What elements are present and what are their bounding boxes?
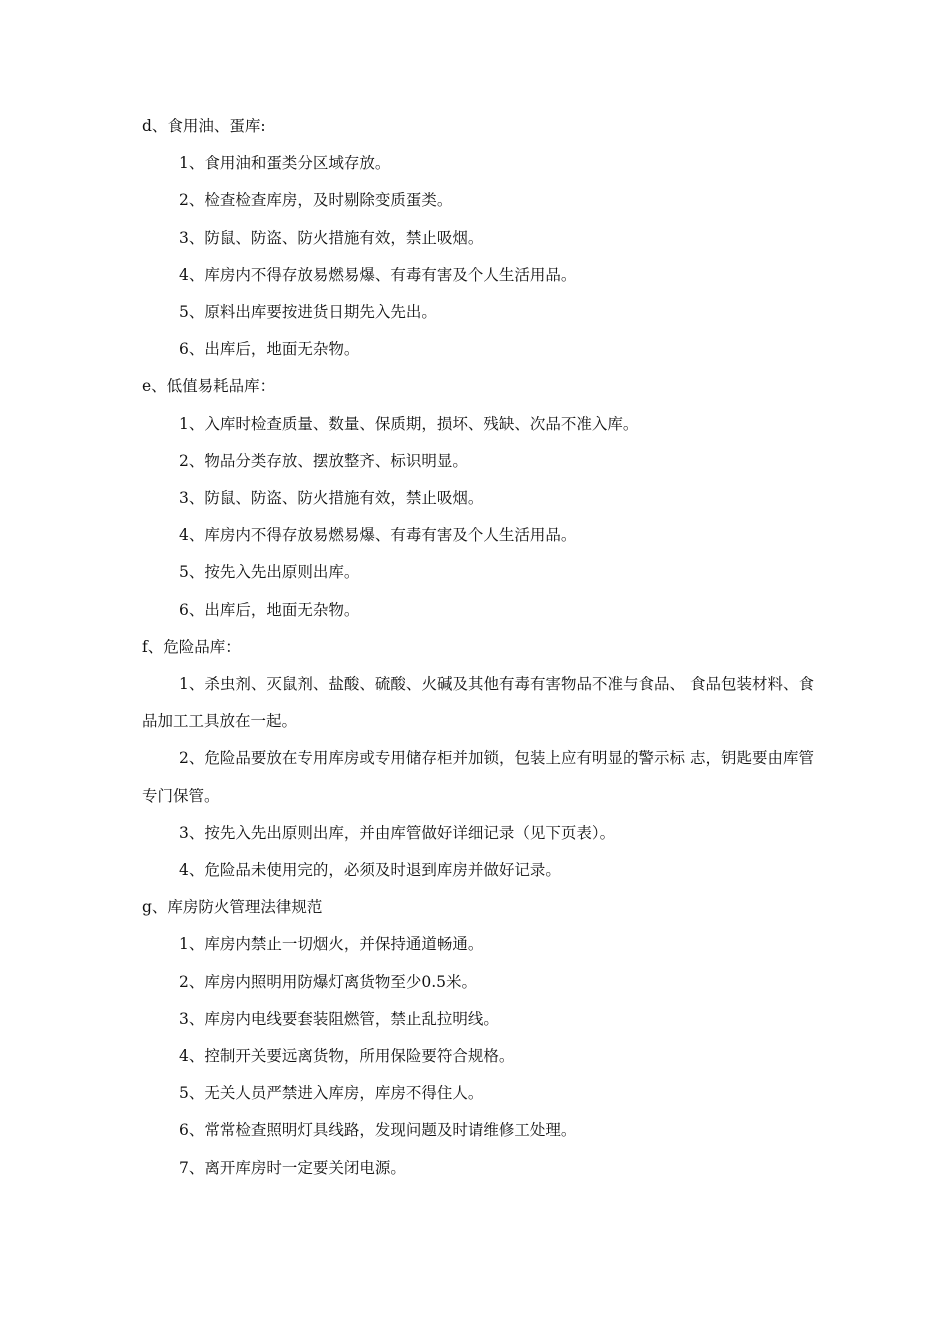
list-item: 1、入库时检查质量、数量、保质期，损坏、残缺、次品不准入库。 <box>179 414 639 433</box>
section-heading-d: d、食用油、蛋库: <box>142 117 266 135</box>
section-heading-e: e、低值易耗品库： <box>142 377 276 396</box>
list-item: 2、物品分类存放、摆放整齐、标识明显。 <box>179 451 468 470</box>
list-item: 5、按先入先出原则出库。 <box>179 563 360 582</box>
list-item: 3、防鼠、防盗、防火措施有效，禁止吸烟。 <box>179 489 484 508</box>
list-item: 2、危险品要放在专用库房或专用储存柜并加锁，包装上应有明显的警示标 志，钥匙要由库管专门保管。 <box>142 749 814 805</box>
list-item: 1、杀虫剂、灭鼠剂、盐酸、硫酸、火碱及其他有毒有害物品不准与食品、 食品包装材料、食品加工工具放在一起。 <box>142 675 814 731</box>
list-item: 4、危险品未使用完的，必须及时退到库房并做好记录。 <box>179 861 561 880</box>
list-item: 3、防鼠、防盗、防火措施有效，禁止吸烟。 <box>179 228 484 247</box>
list-item: 4、控制开关要远离货物，所用保险要符合规格。 <box>179 1047 515 1066</box>
list-item: 6、出库后，地面无杂物。 <box>179 340 360 359</box>
list-item: 1、食用油和蛋类分区域存放。 <box>179 154 391 173</box>
list-item: 4、库房内不得存放易燃易爆、有毒有害及个人生活用品。 <box>179 526 577 545</box>
list-item: 2、库房内照明用防爆灯离货物至少0.5米。 <box>179 972 478 991</box>
list-item: 6、常常检查照明灯具线路，发现问题及时请维修工处理。 <box>179 1121 577 1140</box>
section-heading-g: g、库房防火管理法律规范 <box>142 898 323 917</box>
list-item: 2、检查检查库房，及时剔除变质蛋类。 <box>179 191 453 210</box>
list-item: 3、按先入先出原则出库，并由库管做好详细记录（见下页表）。 <box>179 823 616 842</box>
list-item: 1、库房内禁止一切烟火，并保持通道畅通。 <box>179 935 484 954</box>
list-item: 4、库房内不得存放易燃易爆、有毒有害及个人生活用品。 <box>179 265 577 284</box>
section-heading-f: f、危险品库： <box>142 637 241 656</box>
list-item: 5、无关人员严禁进入库房，库房不得住人。 <box>179 1084 484 1103</box>
list-item: 7、离开库房时一定要关闭电源。 <box>179 1158 406 1177</box>
document-body <box>142 108 814 1187</box>
list-item: 3、库房内电线要套装阻燃管，禁止乱拉明线。 <box>179 1009 499 1028</box>
list-item: 6、出库后，地面无杂物。 <box>179 600 360 619</box>
list-item: 5、原料出库要按进货日期先入先出。 <box>179 303 437 322</box>
